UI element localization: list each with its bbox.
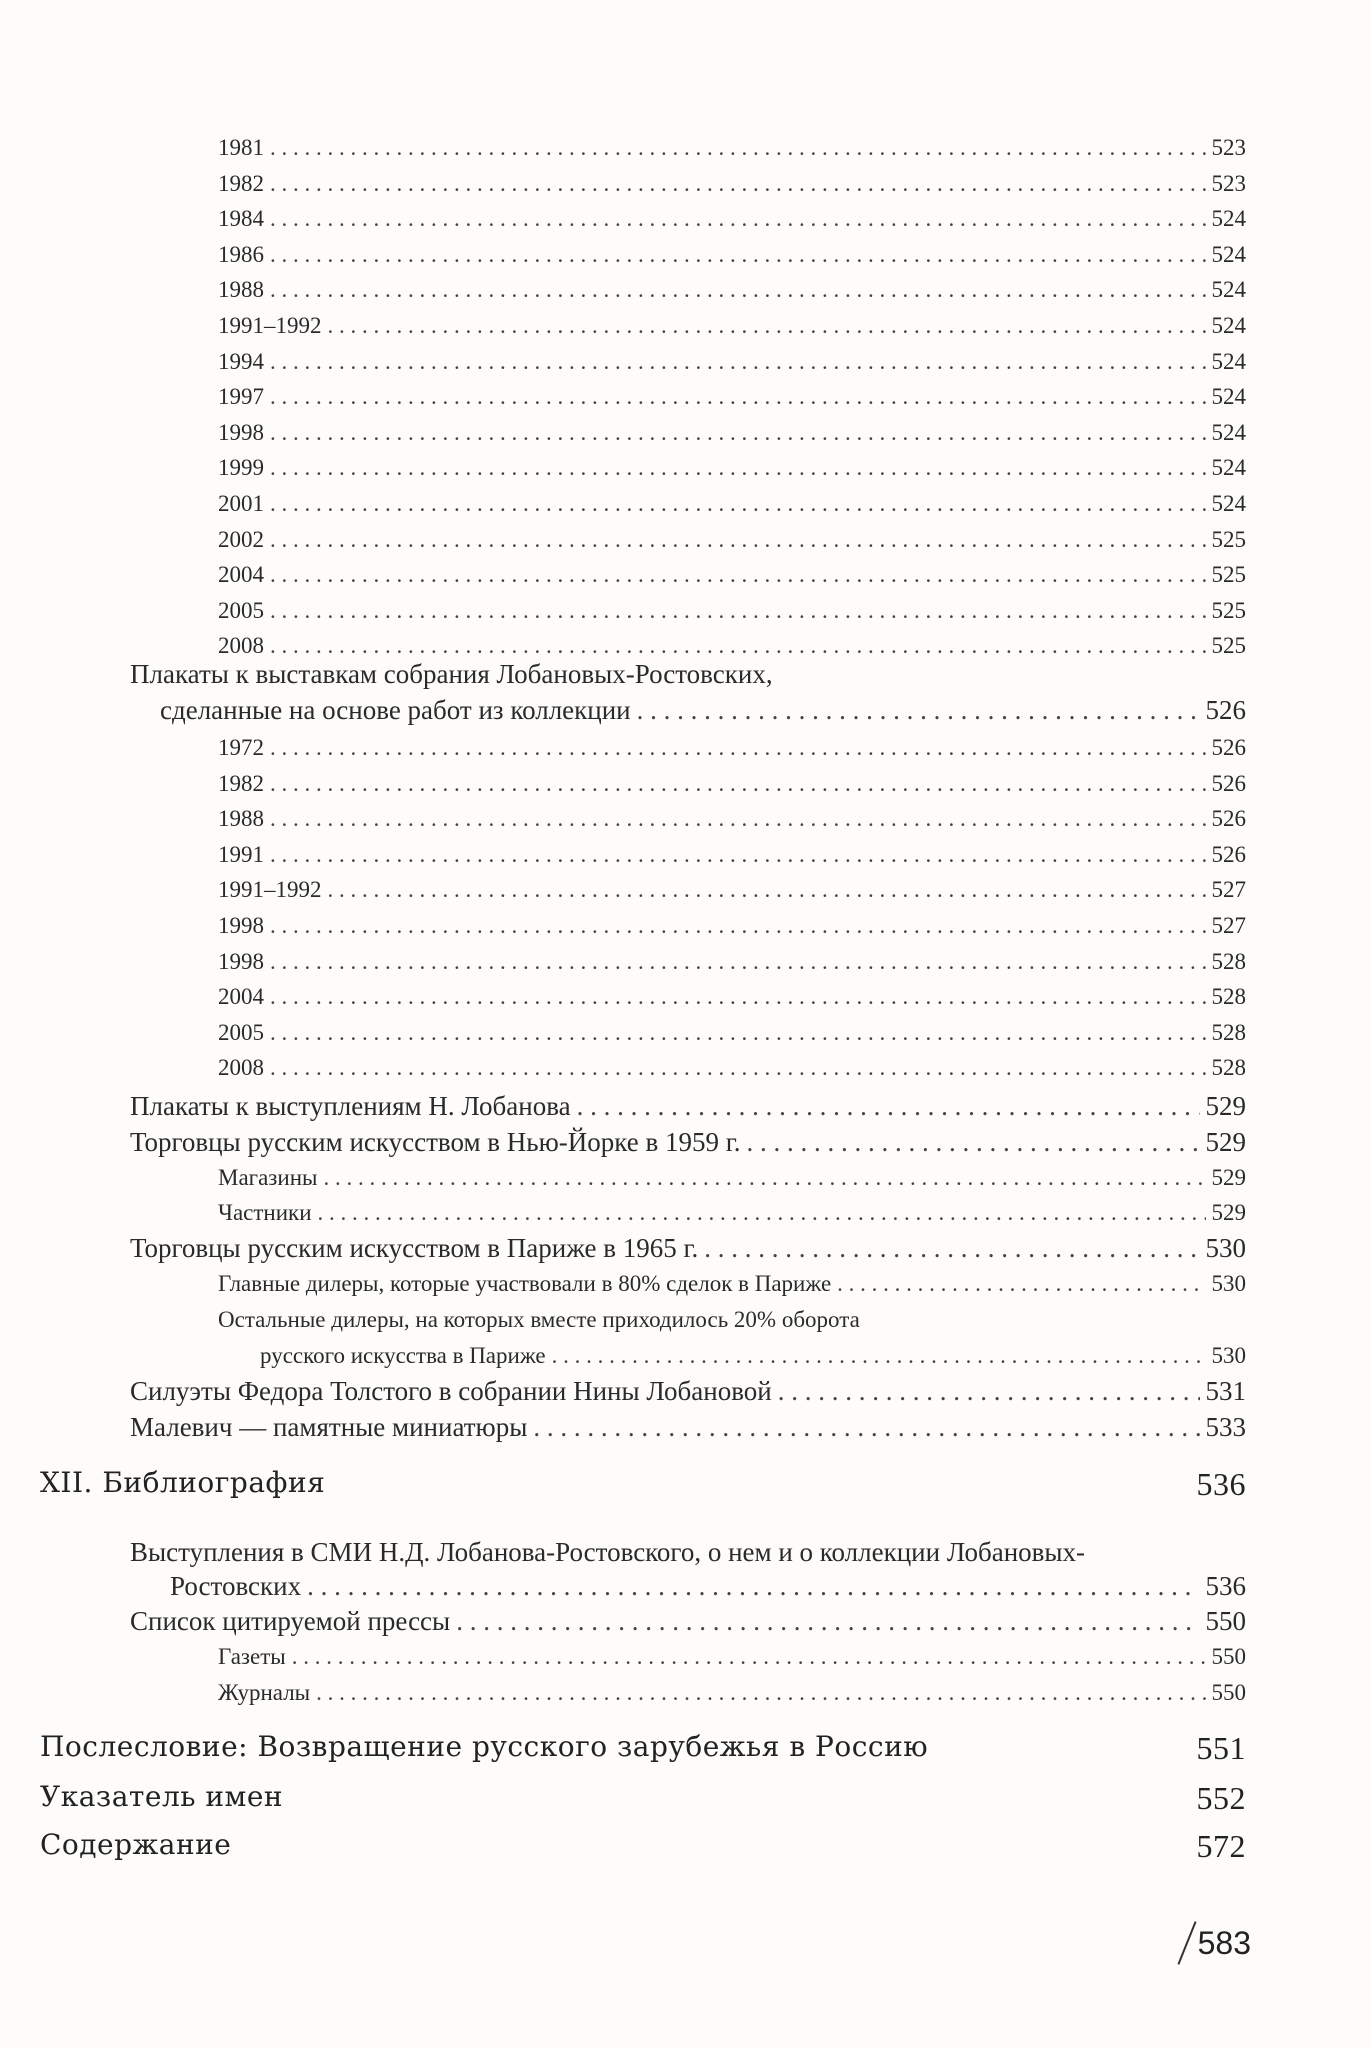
toc-entry-label: сделанные на основе работ из коллекции <box>160 695 631 725</box>
toc-entry-page: 526 <box>1211 735 1246 760</box>
toc-entry-page: 523 <box>1211 135 1246 160</box>
toc-entry-page: 529 <box>1211 1165 1246 1190</box>
toc-entry-label: русского искусства в Париже <box>260 1343 546 1368</box>
dot-leader <box>270 486 1206 522</box>
toc-entry-label: 1991–1992 <box>218 877 322 903</box>
back-matter-page: 552 <box>1196 1780 1246 1816</box>
toc-entry-label: Силуэты Федора Толстого в собрании Нины Лобановой <box>130 1376 772 1406</box>
toc-entry-page: 529 <box>1205 1127 1246 1157</box>
toc-entry-page: 527 <box>1211 913 1246 938</box>
dot-leader <box>270 557 1206 593</box>
toc-entry-label: 1984 <box>218 206 264 232</box>
back-matter-title: Содержание <box>40 1828 232 1861</box>
toc-entry-page: 550 <box>1211 1644 1246 1669</box>
dot-leader <box>270 908 1206 944</box>
dot-leader <box>270 522 1206 558</box>
toc-entry <box>218 1160 1246 1196</box>
toc-entry-label: Список цитируемой прессы <box>130 1606 451 1636</box>
toc-year-entry <box>218 344 1246 380</box>
toc-entry-label: 2002 <box>218 526 264 552</box>
toc-entry-label: 1999 <box>218 455 264 481</box>
toc-entry-page: 533 <box>1205 1412 1246 1442</box>
dot-leader <box>270 166 1206 202</box>
toc-entry-label: 1994 <box>218 348 264 374</box>
back-matter-title: Указатель имен <box>40 1780 284 1813</box>
chapter-heading <box>40 1466 1246 1503</box>
dot-leader <box>270 837 1206 873</box>
toc-entry-label: Выступления в СМИ Н.Д. Лобанова-Ростовского, о нем и о коллекции Лобановых- <box>130 1537 1086 1567</box>
dot-leader <box>778 1373 1200 1409</box>
toc-entry-page: 536 <box>1205 1571 1246 1601</box>
toc-entry-label: Торговцы русским искусством в Париже в 1965 г. <box>130 1233 699 1263</box>
toc-entry-label: 1998 <box>218 913 264 938</box>
toc-year-entry <box>218 237 1246 273</box>
toc-entry <box>130 1373 1246 1409</box>
toc-year-entry <box>218 944 1246 980</box>
toc-year-entry <box>218 166 1246 202</box>
dot-leader <box>270 272 1206 308</box>
toc-entry-label: Торговцы русским искусством в Нью-Йорке в 1959 г. <box>130 1127 741 1157</box>
toc-year-entry <box>218 308 1246 344</box>
dot-leader <box>323 1160 1205 1196</box>
back-matter-heading <box>40 1730 1246 1767</box>
toc-entry-page: 526 <box>1211 806 1246 832</box>
chapter-page: 536 <box>1196 1466 1246 1502</box>
toc-entry-page: 550 <box>1205 1606 1246 1636</box>
toc-entry-label: 2008 <box>218 633 264 659</box>
toc-entry-page: 527 <box>1211 877 1246 903</box>
toc-entry <box>130 1088 1246 1124</box>
dot-leader <box>270 766 1206 802</box>
toc-entry-label: 1997 <box>218 384 264 410</box>
dot-leader <box>637 692 1200 728</box>
toc-year-entry <box>218 486 1246 522</box>
dot-leader <box>292 1639 1206 1675</box>
toc-entry <box>218 1675 1246 1711</box>
toc-entry-label: 2005 <box>218 597 264 623</box>
toc-year-entry <box>218 272 1246 308</box>
toc-year-entry <box>218 130 1246 166</box>
page-number-text: 583 <box>1197 1924 1251 1961</box>
dot-leader <box>456 1603 1199 1639</box>
toc-entry-label: 2005 <box>218 1019 264 1045</box>
toc-entry-label: 1998 <box>218 419 264 445</box>
dot-leader <box>328 308 1206 344</box>
toc-entry-page: 524 <box>1211 348 1246 374</box>
back-matter-title: Послесловие: Возвращение русского зарубежья в Россию <box>40 1730 929 1763</box>
toc-entry-label: 1991 <box>218 841 264 867</box>
toc-entry-page: 526 <box>1211 841 1246 867</box>
toc-entry-page: 528 <box>1211 1055 1246 1081</box>
toc-entry-label: 1986 <box>218 241 264 267</box>
toc-entry-label: 1982 <box>218 170 264 196</box>
toc-entry-label: Остальные дилеры, на которых вместе приходилось 20% оборота <box>218 1307 860 1332</box>
dot-leader <box>318 1195 1206 1231</box>
toc-entry <box>130 1409 1246 1445</box>
toc-entry-page: 525 <box>1211 562 1246 588</box>
dot-leader <box>552 1338 1206 1374</box>
toc-entry-page: 530 <box>1211 1271 1246 1296</box>
toc-entry-page: 524 <box>1211 206 1246 232</box>
toc-entry-label: 1998 <box>218 948 264 974</box>
toc-year-entry <box>218 201 1246 237</box>
toc-year-entry <box>218 379 1246 415</box>
dot-leader <box>270 201 1206 237</box>
dot-leader <box>577 1088 1200 1124</box>
dot-leader <box>533 1409 1199 1445</box>
dot-leader <box>270 1050 1206 1086</box>
dot-leader <box>837 1266 1205 1302</box>
toc-entry-page: 524 <box>1211 241 1246 267</box>
toc-entry-page: 530 <box>1211 1343 1246 1368</box>
back-matter-heading <box>40 1828 1246 1865</box>
dot-leader <box>270 344 1206 380</box>
toc-entry-label: Газеты <box>218 1644 286 1669</box>
toc-year-entry <box>218 908 1246 944</box>
dot-leader <box>746 1124 1199 1160</box>
toc-entry-label: 1988 <box>218 277 264 303</box>
toc-entry <box>260 1338 1246 1374</box>
toc-entry-page: 525 <box>1211 633 1246 659</box>
toc-entry-page: 526 <box>1205 695 1246 725</box>
toc-entry-label: Магазины <box>218 1165 318 1190</box>
toc-entry-label: Плакаты к выставкам собрания Лобановых-Ростовских, <box>130 659 773 689</box>
toc-entry-label: 1982 <box>218 770 264 796</box>
toc-year-entry <box>218 450 1246 486</box>
toc-entry-label: Ростовских <box>170 1571 302 1601</box>
toc-entry-label: 1972 <box>218 735 264 760</box>
dot-leader <box>270 801 1206 837</box>
toc-entry-page: 524 <box>1211 419 1246 445</box>
toc-year-entry <box>218 979 1246 1015</box>
toc-entry <box>130 1124 1246 1160</box>
toc-entry-label: 2008 <box>218 1055 264 1081</box>
toc-entry <box>160 692 1246 728</box>
toc-year-entry <box>218 522 1246 558</box>
page-number <box>1186 1920 1251 1966</box>
toc-entry-label: Малевич — памятные миниатюры <box>130 1412 528 1442</box>
dot-leader <box>270 944 1206 980</box>
toc-year-entry <box>218 593 1246 629</box>
toc-entry-page: 530 <box>1205 1233 1246 1263</box>
toc-entry-page: 524 <box>1211 313 1246 338</box>
toc-entry-label: Главные дилеры, которые участвовали в 80% сделок в Париже <box>218 1271 832 1296</box>
toc-entry-page: 526 <box>1211 770 1246 796</box>
dot-leader <box>270 130 1206 166</box>
dot-leader <box>270 1015 1206 1051</box>
toc-entry-label: Журналы <box>218 1680 311 1705</box>
toc-entry-page: 529 <box>1205 1091 1246 1121</box>
toc-entry-page: 528 <box>1211 984 1246 1010</box>
toc-entry-page: 524 <box>1211 491 1246 516</box>
toc-entry-label: 1988 <box>218 806 264 832</box>
dot-leader <box>328 872 1206 908</box>
toc-entry-label: 1991–1992 <box>218 313 322 338</box>
toc-entry <box>170 1568 1246 1604</box>
dot-leader <box>704 1230 1199 1266</box>
dot-leader <box>270 730 1206 766</box>
toc-entry-page: 531 <box>1205 1376 1246 1406</box>
toc-entry-page: 529 <box>1211 1200 1246 1225</box>
toc-entry <box>130 1230 1246 1266</box>
toc-entry-label: 2004 <box>218 984 264 1010</box>
toc-entry-page: 528 <box>1211 948 1246 974</box>
toc-year-entry <box>218 766 1246 802</box>
toc-entry-label: 2004 <box>218 562 264 588</box>
toc-entry <box>218 1639 1246 1675</box>
toc-year-entry <box>218 801 1246 837</box>
dot-leader <box>270 450 1206 486</box>
toc-year-entry <box>218 837 1246 873</box>
slash-mark <box>1177 1921 1196 1964</box>
toc-entry-page: 525 <box>1211 526 1246 552</box>
toc-entry <box>218 1266 1246 1302</box>
toc-entry-page: 524 <box>1211 277 1246 303</box>
back-matter-page: 551 <box>1196 1730 1246 1766</box>
dot-leader <box>270 415 1206 451</box>
toc-year-entry <box>218 1050 1246 1086</box>
dot-leader <box>270 979 1206 1015</box>
toc-year-entry <box>218 1015 1246 1051</box>
toc-entry-page: 550 <box>1211 1680 1246 1705</box>
toc-year-entry <box>218 557 1246 593</box>
back-matter-heading <box>40 1780 1246 1817</box>
toc-entry-label: Частники <box>218 1200 312 1225</box>
toc-entry-page: 524 <box>1211 455 1246 481</box>
toc-entry-page: 524 <box>1211 384 1246 410</box>
toc-year-entry <box>218 415 1246 451</box>
dot-leader <box>307 1568 1199 1604</box>
back-matter-page: 572 <box>1196 1828 1246 1864</box>
toc-entry-page: 525 <box>1211 597 1246 623</box>
toc-entry-label: 1981 <box>218 135 264 160</box>
toc-year-entry <box>218 872 1246 908</box>
dot-leader <box>316 1675 1205 1711</box>
toc-entry <box>130 1603 1246 1639</box>
toc-entry-label: 2001 <box>218 491 264 516</box>
toc-year-entry <box>218 730 1246 766</box>
toc-entry-page: 528 <box>1211 1019 1246 1045</box>
toc-entry-page: 523 <box>1211 170 1246 196</box>
dot-leader <box>270 237 1206 273</box>
toc-entry-label: Плакаты к выступлениям Н. Лобанова <box>130 1091 571 1121</box>
dot-leader <box>270 379 1206 415</box>
dot-leader <box>270 593 1206 629</box>
toc-entry <box>218 1195 1246 1231</box>
chapter-title: XII. Библиография <box>40 1466 326 1499</box>
